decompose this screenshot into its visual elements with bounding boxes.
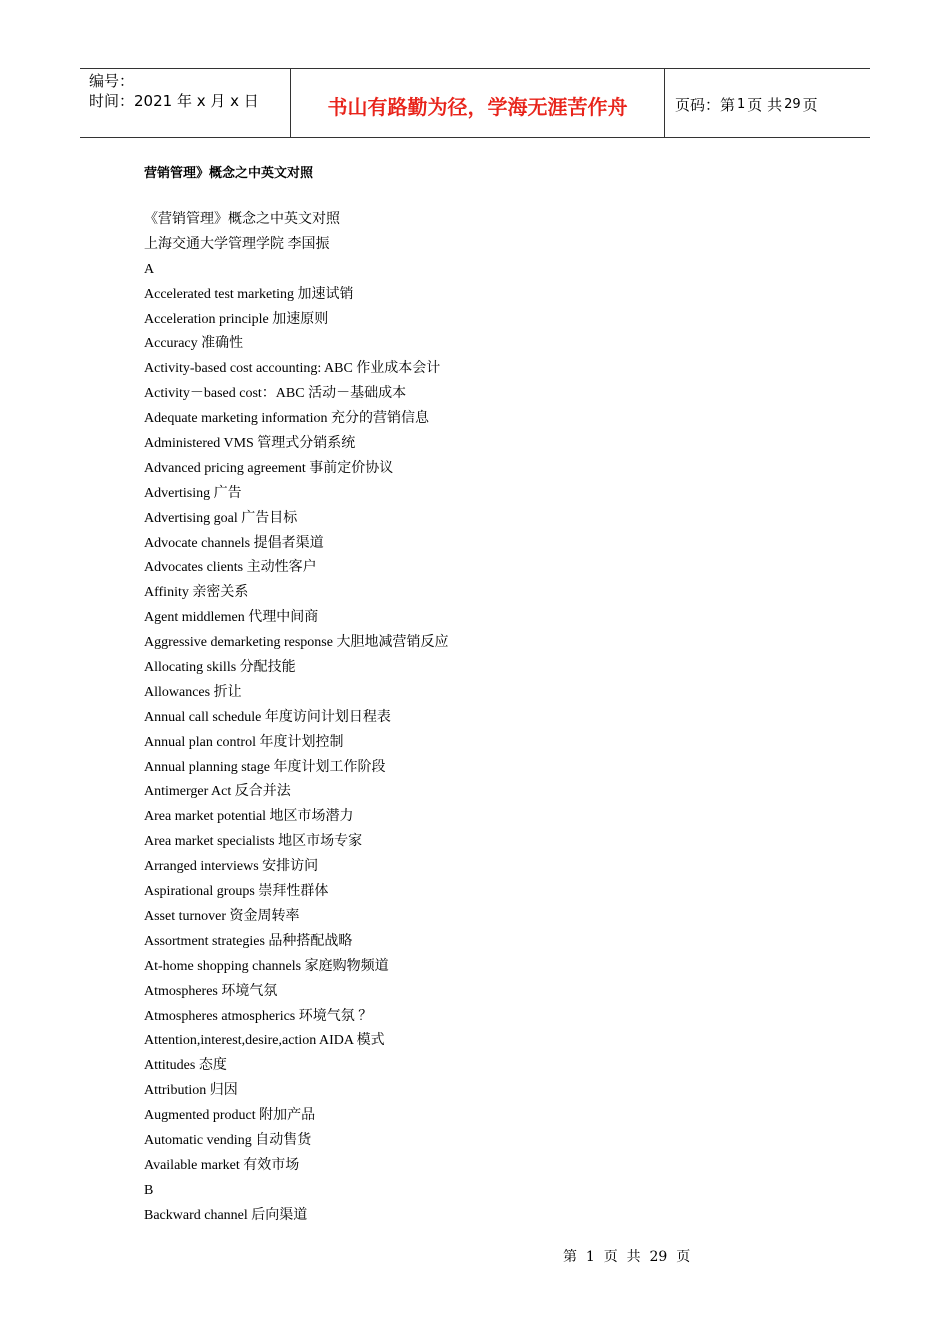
glossary-line: A — [144, 261, 155, 277]
glossary-line: Aggressive demarketing response 大胆地减营销反应 — [144, 635, 449, 651]
page-footer: 第 1 页 共 29 页 — [563, 1249, 691, 1265]
glossary-line: Attitudes 态度 — [144, 1058, 227, 1074]
glossary-content — [144, 208, 448, 1229]
glossary-line: At-home shopping channels 家庭购物频道 — [144, 958, 389, 974]
glossary-line: Advertising 广告 — [144, 485, 242, 501]
glossary-line: 《营销管理》概念之中英文对照 — [144, 212, 340, 227]
glossary-line: Activity－based cost：ABC 活动－基础成本 — [144, 386, 407, 402]
glossary-line: Antimerger Act 反合并法 — [144, 784, 291, 800]
date-label: 时间：2021 年 x 月 x 日 — [89, 92, 259, 110]
glossary-line: Arranged interviews 安排访问 — [144, 859, 319, 875]
header-page-cell — [665, 69, 870, 137]
glossary-line: Atmospheres atmospherics 环境气氛 ？ — [144, 1008, 373, 1024]
glossary-line: Area market specialists 地区市场专家 — [144, 834, 363, 850]
glossary-line: Asset turnover 资金周转率 — [144, 908, 300, 924]
page-header — [80, 68, 870, 138]
glossary-line: Atmospheres 环境气氛 — [144, 983, 278, 999]
glossary-line: B — [144, 1182, 154, 1198]
motto-text: 书山有路勤为径，学海无涯苦作舟 — [327, 94, 628, 119]
glossary-line: Advanced pricing agreement 事前定价协议 — [144, 460, 394, 476]
glossary-line: Aspirational groups 崇拜性群体 — [144, 884, 329, 900]
page-mid: 页 共 — [747, 95, 783, 114]
glossary-line: Augmented product 附加产品 — [144, 1108, 316, 1124]
glossary-line: 上海交通大学管理学院 李国振 — [144, 236, 330, 252]
page-total: 29 — [784, 96, 801, 112]
glossary-line: Annual call schedule 年度访问计划日程表 — [144, 709, 391, 725]
glossary-line: Accelerated test marketing 加速试销 — [144, 286, 354, 302]
number-label: 编号： — [89, 72, 135, 90]
glossary-line: Area market potential 地区市场潜力 — [144, 809, 354, 825]
glossary-line: Assortment strategies 品种搭配战略 — [144, 933, 353, 949]
page-current: 1 — [737, 96, 746, 112]
glossary-line: Affinity 亲密关系 — [144, 585, 249, 601]
glossary-line: Annual planning stage 年度计划工作阶段 — [144, 759, 386, 775]
document-title: 营销管理》概念之中英文对照 — [144, 166, 314, 181]
glossary-line: Acceleration principle 加速原则 — [144, 311, 329, 327]
glossary-line: Administered VMS 管理式分销系统 — [144, 436, 356, 452]
page-prefix: 页码：第 — [675, 95, 736, 114]
glossary-line: Advocate channels 提倡者渠道 — [144, 535, 324, 551]
glossary-line: Attention,interest,desire,action AIDA 模式 — [144, 1033, 385, 1049]
glossary-line: Activity-based cost accounting: ABC 作业成本会计 — [144, 361, 441, 377]
glossary-line: Attribution 归因 — [144, 1083, 238, 1099]
glossary-line: Advertising goal 广告目标 — [144, 510, 298, 526]
page-suffix: 页 — [802, 95, 818, 114]
glossary-line: Available market 有效市场 — [144, 1157, 300, 1173]
glossary-line: Adequate marketing information 充分的营销信息 — [144, 411, 429, 427]
glossary-line: Backward channel 后向渠道 — [144, 1207, 308, 1223]
glossary-line: Accuracy 准确性 — [144, 336, 244, 352]
glossary-line: Agent middlemen 代理中间商 — [144, 610, 319, 626]
glossary-line: Automatic vending 自动售货 — [144, 1132, 312, 1148]
glossary-line: Allocating skills 分配技能 — [144, 660, 296, 676]
glossary-line: Advocates clients 主动性客户 — [144, 560, 317, 576]
header-meta-cell — [80, 69, 291, 137]
glossary-line: Annual plan control 年度计划控制 — [144, 734, 344, 750]
header-motto-cell — [291, 69, 665, 137]
glossary-line: Allowances 折让 — [144, 684, 242, 700]
